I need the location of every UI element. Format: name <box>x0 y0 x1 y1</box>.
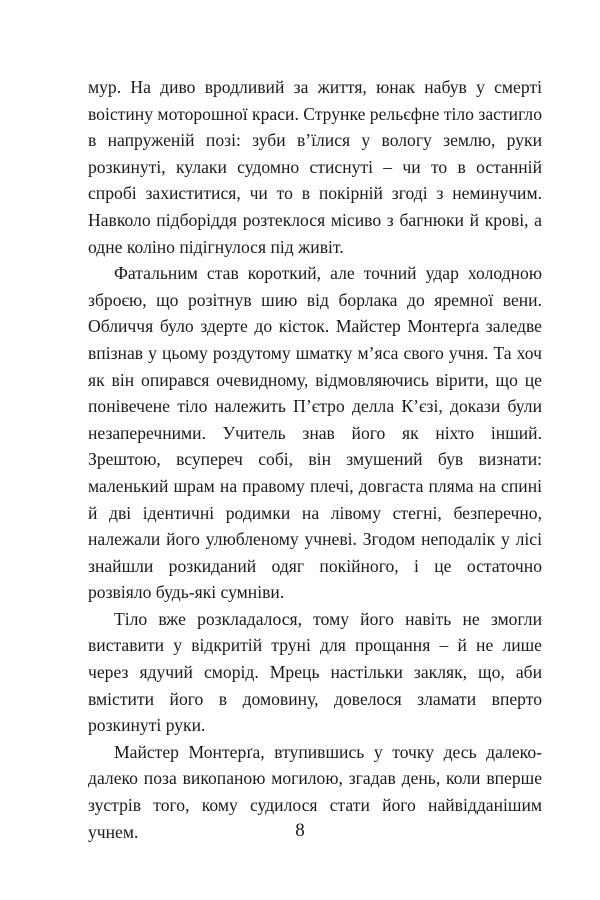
page-number: 8 <box>295 820 305 841</box>
paragraph-1: мур. На диво вродливий за життя, юнак набув у смерті воістину моторошної краси. Струнке рельєфне тіло застигло в напруженій позі: зуби в’їлися у вологу землю, руки розкинуті, кулаки судомно стиснуті – чи то в останній спробі захиститися, чи то в покірній згоді з неминучим. Навколо підборіддя розтеклося місиво з багнюки й крові, а одне коліно підігнулося під живіт. <box>88 77 542 257</box>
body-text <box>88 74 542 845</box>
paragraph-4: Майстер Монтерґа, втупившись у точку десь далеко-далеко поза викопаною могилою, згадав день, коли вперше зустрів того, кому судилося стати його найвідданішим учнем. <box>88 741 542 842</box>
paragraph-3: Тіло вже розкладалося, тому його навіть не змогли виставити у відкритій труні для прощання – й не лише через ядучий сморід. Мрець настільки закляк, що, аби вмістити його в домовину, довелося зламати вперто розкинуті руки. <box>88 608 542 736</box>
paragraph-2: Фатальним став короткий, але точний удар холодною зброєю, що розітнув шию від борлака до яремної вени. Обличчя було здерте до кісток. Майстер Монтерґа заледве впізнав у цьому роздутому шматку м’яса свого учня. Та хоч як він опирався очевидному, відмовляючись вірити, що це понівечене тіло належить П’єтро делла К’єзі, докази були незаперечними. Учитель знав його як ніхто інший. Зрештою, всупереч собі, він змушений був визнати: маленький шрам на правому плечі, довгаста пляма на спині й дві ідентичні родимки на лівому стегні, безперечно, належали його улюбленому учневі. Згодом неподалік у лісі знайшли розкиданий одяг покійного, і це остаточно розвіяло будь-які сумніви. <box>88 263 542 603</box>
